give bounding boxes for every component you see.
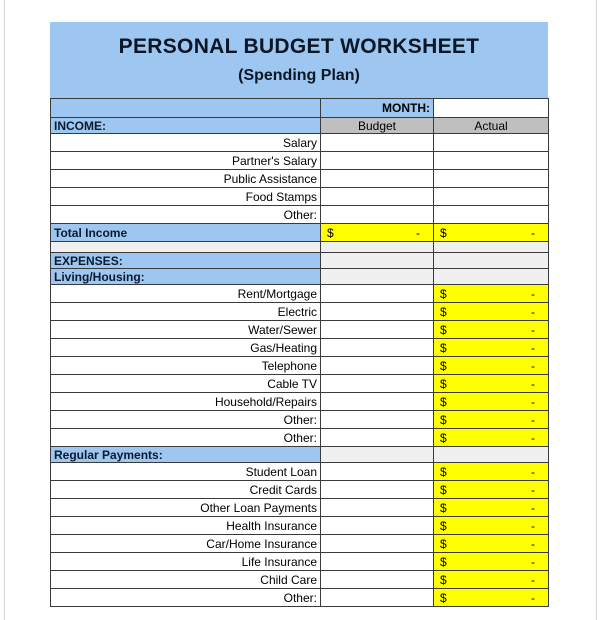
dash-amount: - [531, 304, 535, 319]
dollar-sign: $ [440, 430, 447, 445]
budget-input-cell[interactable] [321, 134, 434, 152]
expense-item-label: Rent/Mortgage [51, 285, 321, 303]
actual-input-cell[interactable] [434, 170, 549, 188]
spacer-cell [434, 447, 549, 463]
budget-column-header: Budget [321, 118, 434, 134]
spacer-cell [321, 253, 434, 269]
expenses-section-label: EXPENSES: [51, 253, 321, 269]
expense-item-row [51, 357, 549, 375]
expense-item-label: Gas/Heating [51, 339, 321, 357]
budget-input-cell[interactable] [321, 339, 434, 357]
dash-amount: - [531, 340, 535, 355]
expense-item-row [51, 285, 549, 303]
spacer-cell [51, 242, 321, 253]
dash-amount: - [416, 225, 420, 240]
dash-amount: - [531, 394, 535, 409]
budget-input-cell[interactable] [321, 463, 434, 481]
income-item-row [51, 188, 549, 206]
actual-amount-cell[interactable] [434, 411, 549, 429]
expense-item-row [51, 429, 549, 447]
spacer-cell [434, 253, 549, 269]
dash-amount: - [531, 286, 535, 301]
expense-item-row [51, 321, 549, 339]
budget-table [50, 98, 549, 607]
expense-item-label: Student Loan [51, 463, 321, 481]
page-left-edge [4, 0, 5, 620]
budget-input-cell[interactable] [321, 152, 434, 170]
dollar-sign: $ [440, 464, 447, 479]
actual-input-cell[interactable] [434, 206, 549, 224]
income-item-row [51, 134, 549, 152]
expense-item-label: Telephone [51, 357, 321, 375]
income-item-row [51, 206, 549, 224]
income-section-label: INCOME: [51, 118, 321, 134]
income-item-label: Salary [51, 134, 321, 152]
dash-amount: - [531, 358, 535, 373]
expense-item-row [51, 481, 549, 499]
dollar-sign: $ [440, 518, 447, 533]
total-income-budget-cell[interactable] [321, 224, 434, 242]
regular-payments-header-row [51, 447, 549, 463]
income-item-row [51, 170, 549, 188]
actual-amount-cell[interactable] [434, 481, 549, 499]
budget-input-cell[interactable] [321, 375, 434, 393]
page-title: PERSONAL BUDGET WORKSHEET [118, 35, 480, 58]
dollar-sign: $ [440, 412, 447, 427]
spacer-cell [321, 447, 434, 463]
actual-amount-cell[interactable] [434, 517, 549, 535]
spacer-cell [434, 269, 549, 285]
budget-input-cell[interactable] [321, 303, 434, 321]
dollar-sign: $ [327, 225, 334, 240]
income-item-label: Other: [51, 206, 321, 224]
dollar-sign: $ [440, 376, 447, 391]
budget-input-cell[interactable] [321, 321, 434, 339]
dollar-sign: $ [440, 322, 447, 337]
expense-item-label: Other Loan Payments [51, 499, 321, 517]
budget-input-cell[interactable] [321, 357, 434, 375]
expense-item-row [51, 589, 549, 607]
dash-amount: - [531, 482, 535, 497]
total-income-row [51, 224, 549, 242]
actual-input-cell[interactable] [434, 152, 549, 170]
budget-input-cell[interactable] [321, 170, 434, 188]
expense-item-label: Other: [51, 589, 321, 607]
expense-item-label: Other: [51, 429, 321, 447]
expense-item-label: Household/Repairs [51, 393, 321, 411]
dash-amount: - [531, 464, 535, 479]
budget-input-cell[interactable] [321, 517, 434, 535]
dollar-sign: $ [440, 536, 447, 551]
actual-amount-cell[interactable] [434, 571, 549, 589]
living-housing-label: Living/Housing: [51, 269, 321, 285]
actual-column-header: Actual [434, 118, 549, 134]
actual-amount-cell[interactable] [434, 463, 549, 481]
actual-amount-cell[interactable] [434, 303, 549, 321]
dollar-sign: $ [440, 304, 447, 319]
expense-item-row [51, 339, 549, 357]
budget-input-cell[interactable] [321, 535, 434, 553]
dollar-sign: $ [440, 572, 447, 587]
total-income-label: Total Income [51, 224, 321, 242]
expense-item-row [51, 499, 549, 517]
page-right-edge [596, 0, 597, 620]
actual-amount-cell[interactable] [434, 321, 549, 339]
expense-item-row [51, 571, 549, 589]
dash-amount: - [531, 590, 535, 605]
income-item-label: Partner's Salary [51, 152, 321, 170]
dollar-sign: $ [440, 590, 447, 605]
spacer-cell [434, 242, 549, 253]
budget-input-cell[interactable] [321, 553, 434, 571]
expense-item-row [51, 411, 549, 429]
dash-amount: - [531, 536, 535, 551]
budget-input-cell[interactable] [321, 481, 434, 499]
expense-item-row [51, 303, 549, 321]
dollar-sign: $ [440, 500, 447, 515]
income-item-label: Food Stamps [51, 188, 321, 206]
expense-item-label: Other: [51, 411, 321, 429]
budget-input-cell[interactable] [321, 499, 434, 517]
dash-amount: - [531, 554, 535, 569]
dollar-sign: $ [440, 286, 447, 301]
actual-amount-cell[interactable] [434, 429, 549, 447]
expense-item-label: Cable TV [51, 375, 321, 393]
dash-amount: - [531, 430, 535, 445]
expense-item-row [51, 463, 549, 481]
dash-amount: - [531, 322, 535, 337]
month-input-cell[interactable] [434, 99, 549, 118]
actual-input-cell[interactable] [434, 188, 549, 206]
actual-amount-cell[interactable] [434, 393, 549, 411]
expenses-header-row [51, 253, 549, 269]
month-row [51, 99, 549, 118]
actual-amount-cell[interactable] [434, 339, 549, 357]
month-row-spacer [51, 99, 321, 118]
dollar-sign: $ [440, 340, 447, 355]
expense-item-label: Health Insurance [51, 517, 321, 535]
income-item-row [51, 152, 549, 170]
budget-input-cell[interactable] [321, 571, 434, 589]
total-income-actual-cell[interactable] [434, 224, 549, 242]
dash-amount: - [531, 376, 535, 391]
spacer-row [51, 242, 549, 253]
expense-item-label: Credit Cards [51, 481, 321, 499]
spacer-cell [321, 242, 434, 253]
income-item-label: Public Assistance [51, 170, 321, 188]
actual-amount-cell[interactable] [434, 357, 549, 375]
dash-amount: - [531, 225, 535, 240]
expense-item-label: Child Care [51, 571, 321, 589]
budget-input-cell[interactable] [321, 589, 434, 607]
budget-input-cell[interactable] [321, 429, 434, 447]
budget-input-cell[interactable] [321, 411, 434, 429]
budget-input-cell[interactable] [321, 206, 434, 224]
budget-input-cell[interactable] [321, 393, 434, 411]
dash-amount: - [531, 500, 535, 515]
actual-amount-cell[interactable] [434, 535, 549, 553]
expense-item-row [51, 375, 549, 393]
budget-input-cell[interactable] [321, 188, 434, 206]
spacer-cell [321, 269, 434, 285]
dash-amount: - [531, 518, 535, 533]
income-header-row [51, 118, 549, 134]
budget-input-cell[interactable] [321, 285, 434, 303]
actual-amount-cell[interactable] [434, 553, 549, 571]
expense-item-row [51, 393, 549, 411]
actual-amount-cell[interactable] [434, 499, 549, 517]
dollar-sign: $ [440, 394, 447, 409]
dollar-sign: $ [440, 554, 447, 569]
regular-payments-label: Regular Payments: [51, 447, 321, 463]
living-housing-header-row [51, 269, 549, 285]
actual-amount-cell[interactable] [434, 285, 549, 303]
actual-amount-cell[interactable] [434, 375, 549, 393]
expense-item-row [51, 535, 549, 553]
dollar-sign: $ [440, 225, 447, 240]
dash-amount: - [531, 572, 535, 587]
dollar-sign: $ [440, 482, 447, 497]
dash-amount: - [531, 412, 535, 427]
budget-worksheet [50, 22, 548, 607]
dollar-sign: $ [440, 358, 447, 373]
expense-item-row [51, 517, 549, 535]
title-block [50, 22, 548, 98]
expense-item-label: Life Insurance [51, 553, 321, 571]
expense-item-label: Car/Home Insurance [51, 535, 321, 553]
expense-item-label: Electric [51, 303, 321, 321]
actual-input-cell[interactable] [434, 134, 549, 152]
month-label: MONTH: [321, 99, 434, 118]
expense-item-row [51, 553, 549, 571]
expense-item-label: Water/Sewer [51, 321, 321, 339]
page-subtitle: (Spending Plan) [238, 67, 360, 84]
actual-amount-cell[interactable] [434, 589, 549, 607]
